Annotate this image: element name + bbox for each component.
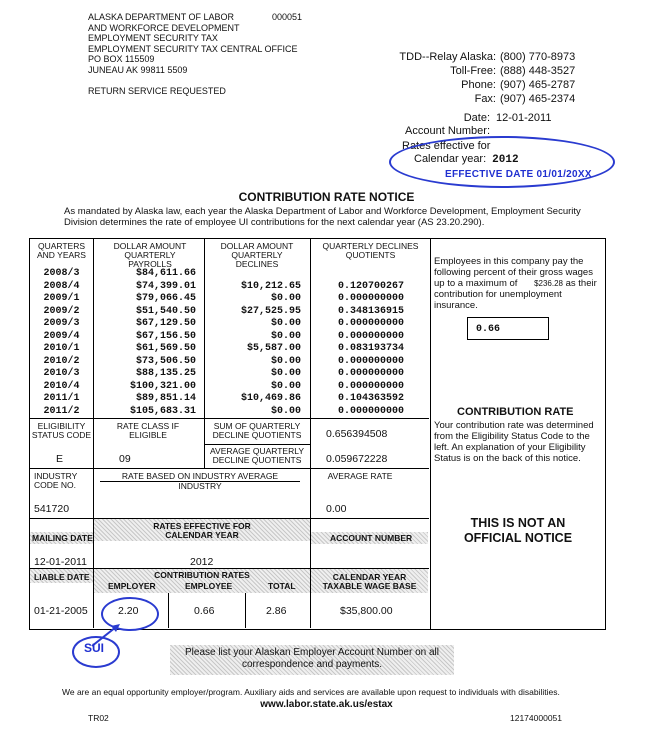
contact-label: Phone: xyxy=(461,79,496,91)
notice-info xyxy=(380,112,551,138)
total-label: TOTAL xyxy=(268,581,296,591)
mailing-date-value: 12-01-2011 xyxy=(34,556,87,568)
decline-cell: $0.00 xyxy=(270,405,301,417)
quotient-cell: 0.000000000 xyxy=(337,355,404,367)
employer-label: EMPLOYER xyxy=(108,581,156,591)
table-row xyxy=(30,406,428,419)
decline-cell xyxy=(196,268,301,281)
quarter-cell: 2010/3 xyxy=(43,368,80,379)
quotient-cell: 0.000000000 xyxy=(337,380,404,392)
date-value: 12-01-2011 xyxy=(496,112,552,124)
decline-cell: $10,212.65 xyxy=(240,280,301,292)
not-official-line: THIS IS NOT AN xyxy=(470,516,566,530)
industry-code-label: INDUSTRY CODE NO. xyxy=(34,471,78,490)
quotient-cell: 0.104363592 xyxy=(337,393,404,404)
employee-pay-text xyxy=(434,256,600,311)
quotient-cell: 0.000000000 xyxy=(337,405,404,417)
col-divider xyxy=(93,568,94,628)
decline-cell: $0.00 xyxy=(270,293,301,304)
contribution-rate-text: Your contribution rate was determined from the Eligibility Status Code to the left. An explanation of your Eligibility Status is on the back of this notice. xyxy=(434,420,594,464)
industry-rate-label: RATE BASED ON INDUSTRY AVERAGE xyxy=(100,472,300,482)
payroll-rows xyxy=(30,268,428,418)
calendar-year-value: 2012 xyxy=(492,154,519,166)
decline-cell: $0.00 xyxy=(270,318,301,329)
eligibility-label: ELIGIBILITY STATUS CODE xyxy=(31,421,92,440)
header-declines: DOLLAR AMOUNT QUARTERLY DECLINES xyxy=(220,241,294,269)
employee-rate-value: 0.66 xyxy=(194,605,215,617)
payroll-cell: $89,851.14 xyxy=(135,393,196,404)
payroll-cell: $67,129.50 xyxy=(135,318,196,329)
col-divider xyxy=(93,418,94,468)
average-quotients-label: AVERAGE QUARTERLY DECLINE QUOTIENTS xyxy=(210,446,304,465)
contact-block xyxy=(380,50,575,106)
col-divider xyxy=(310,468,311,518)
average-rate-value: 0.00 xyxy=(326,503,347,515)
sender-line: ALASKA DEPARTMENT OF LABOR xyxy=(88,12,235,22)
quarter-cell: 2010/1 xyxy=(43,343,80,354)
account-number-plea: Please list your Alaskan Employer Account Number on all correspondence and payments. xyxy=(170,645,454,675)
calendar-year-label: Calendar year: xyxy=(414,153,487,165)
liable-date-value: 01-21-2005 xyxy=(34,605,88,617)
table-row xyxy=(30,343,428,356)
sender-address xyxy=(88,12,298,75)
liable-date-label: LIABLE DATE xyxy=(34,572,90,582)
quarter-cell: 2009/3 xyxy=(43,318,80,329)
quarter-cell: 2008/3 xyxy=(43,268,80,279)
quarter-cell: 2009/1 xyxy=(43,293,80,304)
pay-text-part2: as their contribution for unemployment insurance. xyxy=(434,278,597,311)
quotient-cell: 0.000000000 xyxy=(337,293,404,304)
table-row xyxy=(30,281,428,294)
return-service: RETURN SERVICE REQUESTED xyxy=(88,86,226,96)
payroll-cell: $73,506.50 xyxy=(135,355,196,367)
industry-label: INDUSTRY xyxy=(178,481,222,491)
wage-base-value: $35,800.00 xyxy=(340,605,393,617)
decline-cell: $0.00 xyxy=(270,330,301,342)
payroll-cell: $51,540.50 xyxy=(135,305,196,317)
decline-cell: $27,525.95 xyxy=(240,305,301,317)
section-divider xyxy=(29,418,429,419)
sui-annotation: SUI xyxy=(84,641,105,655)
contact-label: TDD--Relay Alaska: xyxy=(399,51,496,63)
quarter-cell: 2008/4 xyxy=(43,280,80,292)
quotient-cell: 0.348136915 xyxy=(337,305,404,317)
quarter-cell: 2011/2 xyxy=(43,405,80,417)
notice-title: CONTRIBUTION RATE NOTICE xyxy=(238,190,415,204)
payroll-cell: $88,135.25 xyxy=(135,368,196,379)
contact-label: Toll-Free: xyxy=(450,65,496,77)
calendar-year-table-value: 2012 xyxy=(190,556,214,568)
table-row xyxy=(30,356,428,369)
rate-class-value: 09 xyxy=(119,453,131,465)
col-divider xyxy=(310,418,311,468)
section-divider xyxy=(29,468,429,469)
pay-text-part1: Employees in this company pay the following percent of their gross wages up to a maximum of xyxy=(434,256,593,289)
employee-rate-box: 0.66 xyxy=(467,317,549,340)
payroll-cell: $84,611.66 xyxy=(135,268,196,279)
average-quotients-value: 0.059672228 xyxy=(326,453,388,465)
quarter-cell: 2010/4 xyxy=(43,380,80,392)
payroll-cell: $105,683.31 xyxy=(129,405,196,417)
date-label: Date: xyxy=(463,112,490,124)
decline-cell: $0.00 xyxy=(270,368,301,379)
col-divider xyxy=(310,568,311,628)
rates-effective-label: RATES EFFECTIVE FOR CALENDAR YEAR xyxy=(153,521,251,540)
equal-opportunity-text: We are an equal opportunity employer/program. Auxiliary aids and services are available upon request to individuals with disabilities. xyxy=(62,687,560,697)
quarter-cell: 2010/2 xyxy=(43,355,80,367)
sender-line: AND WORKFORCE DEVELOPMENT xyxy=(88,22,240,33)
payroll-cell: $74,399.01 xyxy=(135,280,196,292)
col-divider xyxy=(310,518,311,568)
website-link[interactable]: www.labor.state.ak.us/estax xyxy=(260,699,393,710)
sum-quotients-value: 0.656394508 xyxy=(326,428,388,440)
quarter-cell: 2009/4 xyxy=(43,330,80,342)
quotient-cell: 0.120700267 xyxy=(337,280,404,292)
contribution-rate-heading: CONTRIBUTION RATE xyxy=(457,406,574,418)
form-code: TR02 xyxy=(88,713,109,723)
table-row xyxy=(30,293,428,306)
header-quarters: QUARTERS AND YEARS xyxy=(37,241,86,260)
sender-line: JUNEAU AK 99811 5509 xyxy=(88,64,188,75)
quotient-cell: 0.000000000 xyxy=(337,368,404,379)
employer-rate-value: 2.20 xyxy=(118,605,139,617)
quotient-cell: 0.083193734 xyxy=(337,343,404,354)
col-divider xyxy=(204,418,205,468)
sender-line: EMPLOYMENT SECURITY TAX xyxy=(88,33,218,43)
sender-line: EMPLOYMENT SECURITY TAX CENTRAL OFFICE xyxy=(88,43,298,54)
quarter-cell: 2009/2 xyxy=(43,305,80,317)
contact-label: Fax: xyxy=(474,93,496,105)
notice-intro: As mandated by Alaska law, each year the Alaska Department of Labor and Workforce Development, Employment Security Division determines the rate of employee UI contributions for the next calendar year (AS 23.20.290). xyxy=(64,206,581,228)
decline-cell: $10,469.86 xyxy=(240,393,301,404)
rate-class-label: RATE CLASS IF ELIGIBLE xyxy=(116,421,180,440)
quotient-cell: 0.000000000 xyxy=(337,330,404,342)
sender-code: 000051 xyxy=(272,12,303,22)
average-rate-label: AVERAGE RATE xyxy=(327,471,393,481)
max-amount: $236.28 xyxy=(534,279,563,288)
decline-cell: $5,587.00 xyxy=(246,343,301,354)
col-divider xyxy=(245,593,246,628)
sender-line: PO BOX 115509 xyxy=(88,54,155,64)
col-divider xyxy=(168,593,169,628)
contact-value: (907) 465-2787 xyxy=(500,79,576,91)
account-number-label: Account Number: xyxy=(405,125,490,137)
col-divider xyxy=(93,518,94,568)
payroll-cell: $79,066.45 xyxy=(135,293,196,304)
header-payroll: DOLLAR AMOUNT QUARTERLY PAYROLLS xyxy=(113,241,187,269)
table-row xyxy=(30,368,428,381)
rates-effective-label: Rates effective for xyxy=(402,140,491,152)
wage-base-label: CALENDAR YEAR TAXABLE WAGE BASE xyxy=(322,572,417,591)
payroll-cell: $67,156.50 xyxy=(135,330,196,342)
header-quotients: QUARTERLY DECLINES QUOTIENTS xyxy=(322,241,419,260)
table-row xyxy=(30,318,428,331)
contact-value: (800) 770-8973 xyxy=(500,51,576,63)
table-row xyxy=(30,381,428,394)
table-row xyxy=(30,306,428,319)
industry-code-value: 541720 xyxy=(34,503,70,515)
not-official-line: OFFICIAL NOTICE xyxy=(463,531,573,545)
total-rate-value: 2.86 xyxy=(266,605,287,617)
contribution-rates-label: CONTRIBUTION RATES xyxy=(154,570,250,580)
quotient-cell: 0.000000000 xyxy=(337,318,404,329)
eligibility-value: E xyxy=(56,453,64,465)
quarter-cell: 2011/1 xyxy=(43,393,80,404)
account-number-header-label: ACCOUNT NUMBER xyxy=(330,533,413,543)
table-row xyxy=(30,393,428,406)
contact-value: (888) 448-3527 xyxy=(500,65,576,77)
sum-quotients-label: SUM OF QUARTERLY DECLINE QUOTIENTS xyxy=(212,421,302,440)
employee-label: EMPLOYEE xyxy=(185,581,233,591)
mailing-date-label: MAILING DATE xyxy=(32,533,93,543)
table-row xyxy=(30,331,428,344)
not-official-notice xyxy=(432,516,604,546)
document-number: 12174000051 xyxy=(510,713,563,723)
contact-value: (907) 465-2374 xyxy=(500,93,576,105)
decline-cell: $0.00 xyxy=(270,380,301,392)
effective-date-highlight xyxy=(389,136,615,188)
payroll-cell: $100,321.00 xyxy=(129,380,196,392)
quotient-cell xyxy=(301,268,404,281)
decline-cell: $0.00 xyxy=(270,355,301,367)
table-row xyxy=(30,268,428,281)
effective-date-annotation: EFFECTIVE DATE 01/01/20XX xyxy=(445,169,592,180)
payroll-cell: $61,569.50 xyxy=(135,343,196,354)
section-divider xyxy=(204,444,310,445)
